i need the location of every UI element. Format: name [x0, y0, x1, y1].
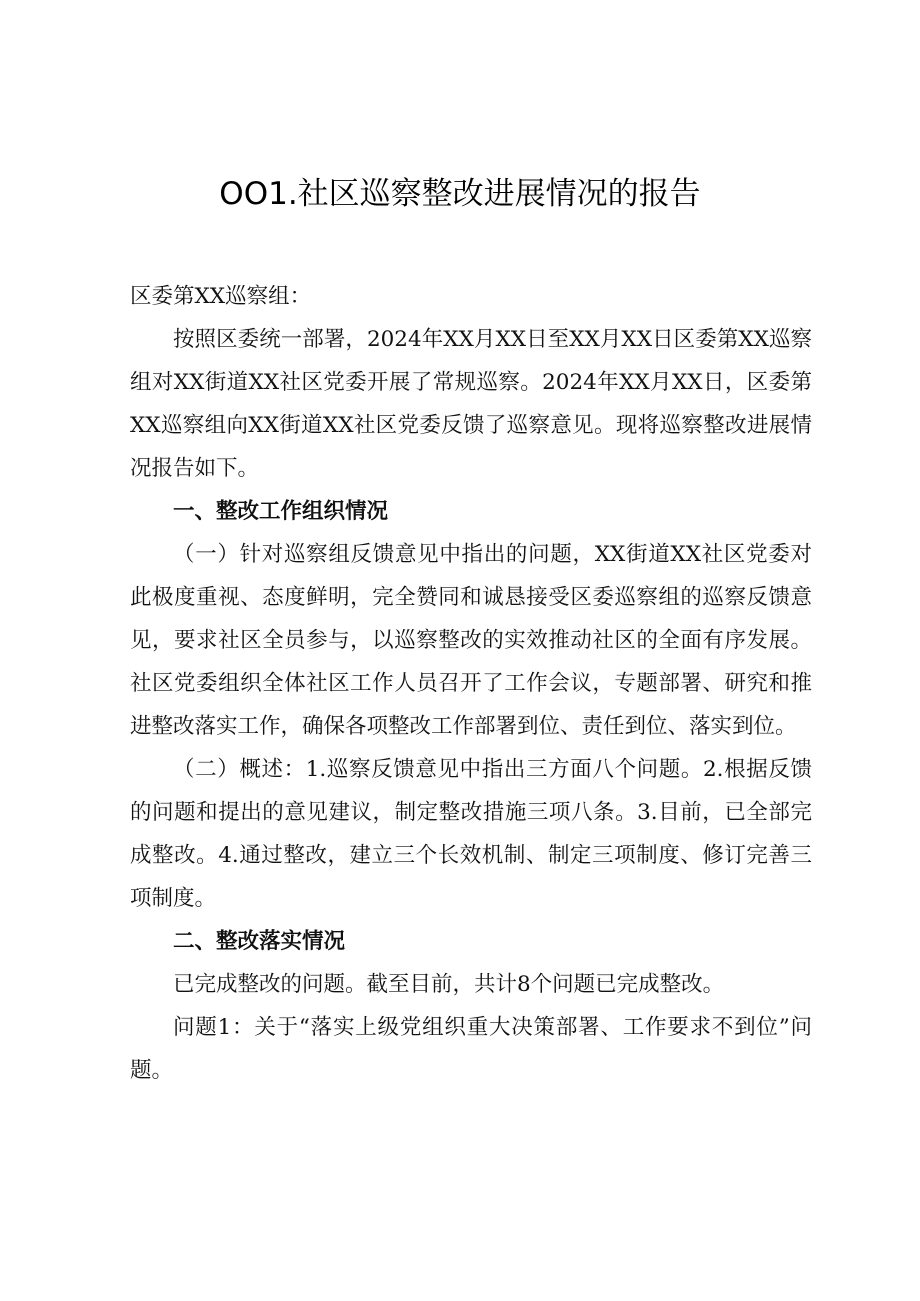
- section-1-paragraph-1: （一）针对巡察组反馈意见中指出的问题，XX街道XX社区党委对此极度重视、态度鲜明，完全赞同和诚恳接受区委巡察组的巡察反馈意见，要求社区全员参与，以巡察整改的实效推动社区的全面有序发展。社区党委组织全体社区工作人员召开了工作会议，专题部署、研究和推进整改落实工作，确保各项整改工作部署到位、责任到位、落实到位。: [130, 542, 812, 739]
- section-1-paragraph-2: （二）概述：1.巡察反馈意见中指出三方面八个问题。2.根据反馈的问题和提出的意见建议，制定整改措施三项八条。3.目前，已全部完成整改。4.通过整改，建立三个长效机制、制定三项制度、修订完善三项制度。: [130, 757, 812, 911]
- salutation: 区委第XX巡察组：: [130, 284, 312, 309]
- section-2-paragraph-2: 问题1：关于“落实上级党组织重大决策部署、工作要求不到位”问题。: [130, 1015, 812, 1083]
- section-2-paragraph-1: 已完成整改的问题。截至目前，共计8个问题已完成整改。: [173, 972, 725, 997]
- document-body: [130, 275, 812, 1092]
- document-title: OO1.社区巡察整改进展情况的报告: [219, 176, 701, 212]
- section-1-heading: 一、整改工作组织情况: [173, 499, 389, 524]
- intro-paragraph: 按照区委统一部署，2024年XX月XX日至XX月XX日区委第XX巡察组对XX街道XX社区党委开展了常规巡察。2024年XX月XX日，区委第XX巡察组向XX街道XX社区党委反馈了巡察意见。现将巡察整改进展情况报告如下。: [130, 327, 812, 481]
- section-2-heading: 二、整改落实情况: [173, 929, 346, 954]
